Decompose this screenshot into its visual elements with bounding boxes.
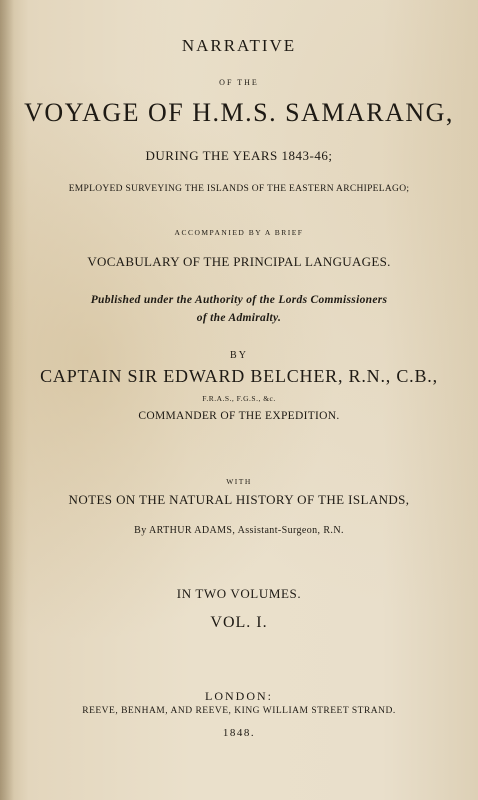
contributor: By ARTHUR ADAMS, Assistant-Surgeon, R.N. xyxy=(134,525,344,536)
author-name: CAPTAIN SIR EDWARD BELCHER, R.N., C.B., xyxy=(40,366,438,386)
with-label: WITH xyxy=(226,477,252,486)
title-voyage: VOYAGE OF H.M.S. SAMARANG, xyxy=(24,98,454,127)
title-narrative: NARRATIVE xyxy=(181,36,297,55)
author-role: COMMANDER OF THE EXPEDITION. xyxy=(138,410,340,422)
authority-line-2: of the Admiralty. xyxy=(196,312,282,324)
imprint-place: LONDON: xyxy=(205,689,273,703)
author-honours: F.R.A.S., F.G.S., &c. xyxy=(202,394,276,403)
by-label: BY xyxy=(230,350,248,361)
authority-line-1: Published under the Authority of the Lords Commissioners xyxy=(90,294,388,306)
imprint-year: 1848. xyxy=(222,727,256,739)
subtitle-vocabulary: VOCABULARY OF THE PRINCIPAL LANGUAGES. xyxy=(87,254,391,269)
notes-title: NOTES ON THE NATURAL HISTORY OF THE ISLANDS, xyxy=(68,492,410,507)
imprint-publisher: REEVE, BENHAM, AND REEVE, KING WILLIAM STREET STRAND. xyxy=(82,706,396,716)
subtitle-years: DURING THE YEARS 1843-46; xyxy=(145,148,333,163)
volume-number: VOL. I. xyxy=(210,614,268,631)
volume-count: IN TWO VOLUMES. xyxy=(176,586,302,601)
subtitle-employed: EMPLOYED SURVEYING THE ISLANDS OF THE EASTERN ARCHIPELAGO; xyxy=(68,184,410,194)
subtitle-accompanied: ACCOMPANIED BY A BRIEF xyxy=(174,228,304,237)
title-of-the: OF THE xyxy=(219,78,259,87)
